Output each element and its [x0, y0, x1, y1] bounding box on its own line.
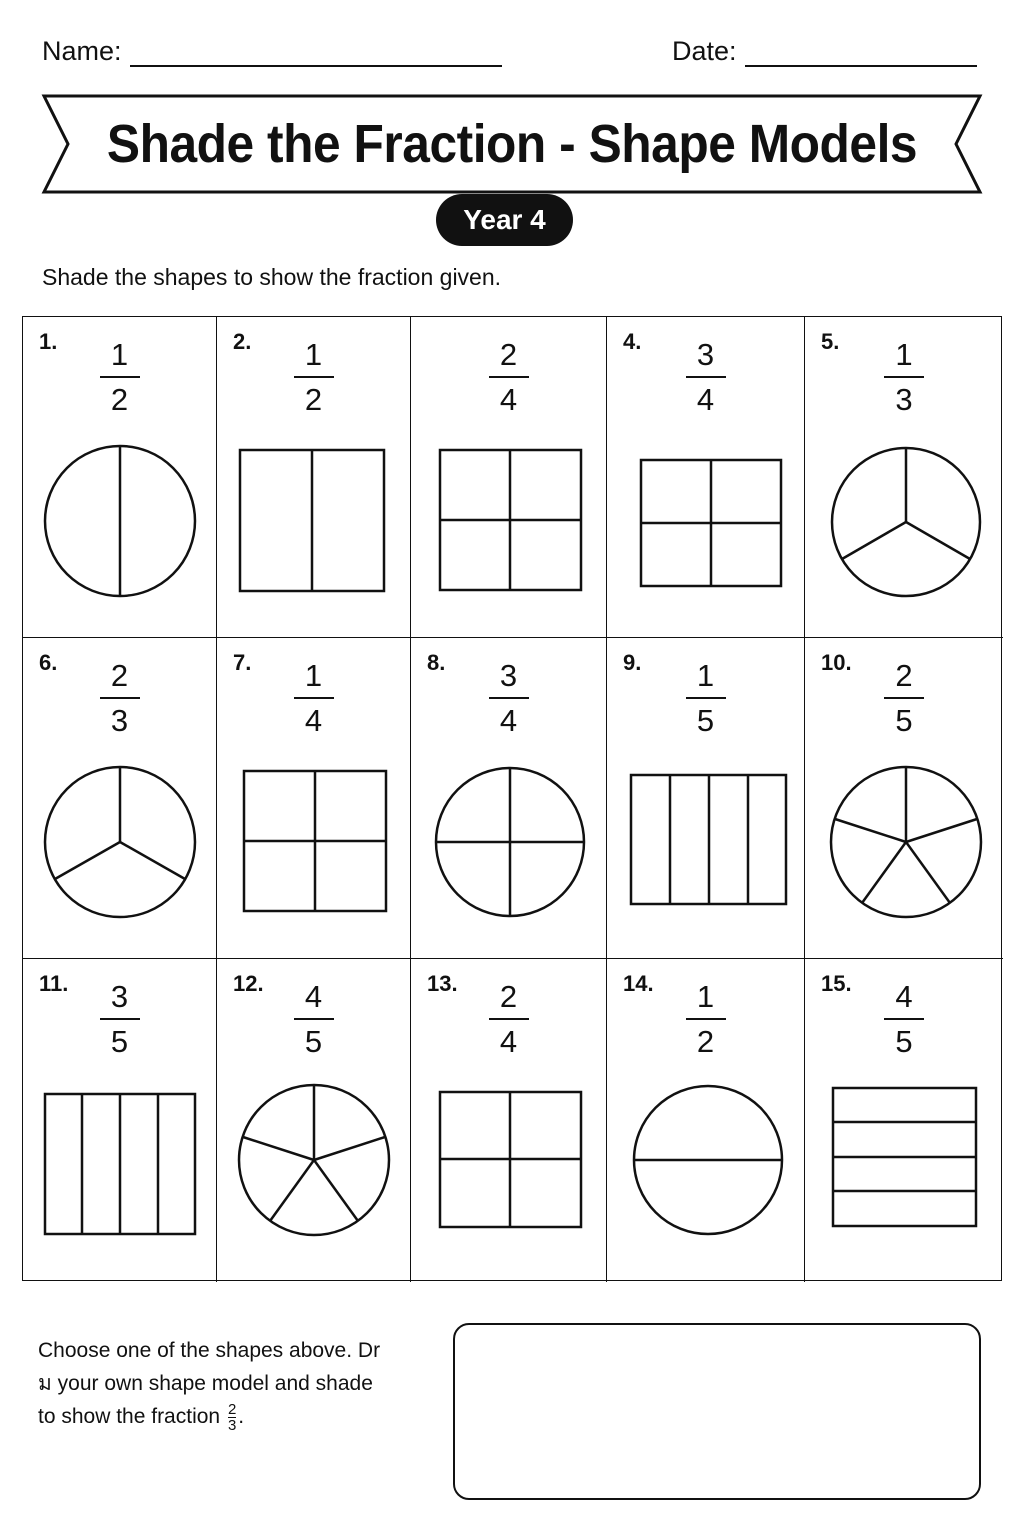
problem-cell [607, 959, 805, 1282]
denominator: 5 [110, 1023, 129, 1059]
problem-cell [217, 959, 411, 1282]
circle-halves-shape[interactable] [607, 959, 805, 1282]
problem-cell [217, 317, 411, 638]
problem-cell [607, 638, 805, 959]
numerator: 4 [895, 979, 913, 1014]
numerator: 1 [304, 658, 323, 693]
instructions: Shade the shapes to show the fraction given. [42, 264, 502, 290]
circle-thirds-shape[interactable] [805, 317, 1003, 638]
rectangle-quarters-shape[interactable] [217, 638, 411, 959]
title-banner [40, 92, 984, 196]
circle-fifths-shape[interactable] [217, 959, 411, 1282]
bonus-numerator: 2 [227, 1400, 237, 1418]
numerator: 2 [499, 337, 518, 372]
problem-number: 5. [821, 329, 840, 354]
rectangle-quarters-shape[interactable] [607, 317, 805, 638]
numerator: 3 [110, 979, 129, 1014]
numerator: 3 [696, 337, 715, 372]
bonus-denominator: 3 [227, 1416, 237, 1434]
numerator: 1 [696, 658, 715, 693]
bonus-period: . [238, 1405, 245, 1428]
bonus-line-2: ม your own shape model and shade [38, 1372, 373, 1395]
problem-cell [23, 638, 217, 959]
denominator: 4 [304, 702, 323, 738]
denominator: 3 [110, 702, 129, 738]
problem-number: 7. [233, 650, 252, 675]
date-answer-line[interactable] [745, 41, 977, 67]
numerator: 4 [304, 979, 323, 1014]
denominator: 4 [499, 702, 518, 738]
denominator: 3 [895, 381, 913, 417]
numerator: 1 [696, 979, 715, 1014]
denominator: 4 [696, 381, 715, 417]
problem-cell [805, 317, 1003, 638]
problem-grid [22, 316, 1002, 1281]
denominator: 4 [499, 1023, 518, 1059]
denominator: 2 [304, 381, 323, 417]
date-field [672, 36, 977, 67]
denominator: 5 [895, 702, 913, 738]
problem-number: 4. [623, 329, 642, 354]
numerator: 1 [304, 337, 323, 372]
drawing-answer-box[interactable] [453, 1323, 981, 1500]
bonus-line-1: Choose one of the shapes above. Dr [38, 1339, 381, 1362]
year-badge: Year 4 [436, 194, 573, 246]
rectangle-rows-shape[interactable] [805, 959, 1003, 1282]
name-field [42, 36, 502, 67]
problem-number: 11. [39, 971, 69, 996]
problem-number: 1. [39, 329, 58, 354]
problem-number: 15. [821, 971, 852, 996]
circle-thirds-shape[interactable] [23, 638, 217, 959]
problem-number: 10. [821, 650, 852, 675]
denominator: 2 [696, 1023, 715, 1059]
denominator: 4 [499, 381, 518, 417]
problem-cell [805, 638, 1003, 959]
circle-quarters-shape[interactable] [411, 638, 607, 959]
problem-cell [23, 959, 217, 1282]
name-answer-line[interactable] [130, 41, 502, 67]
rectangle-quarters-shape[interactable] [411, 317, 607, 638]
circle-halves-shape[interactable] [23, 317, 217, 638]
rectangle-halves-shape[interactable] [217, 317, 411, 638]
denominator: 5 [895, 1023, 913, 1059]
problem-number: 13. [427, 971, 458, 996]
denominator: 5 [696, 702, 715, 738]
rectangle-columns-shape[interactable] [607, 638, 805, 959]
denominator: 5 [304, 1023, 323, 1059]
bonus-fraction [228, 1402, 236, 1433]
name-label: Name: [42, 36, 122, 66]
numerator: 3 [499, 658, 518, 693]
problem-number: 6. [39, 650, 58, 675]
bonus-task-text [38, 1334, 428, 1433]
rectangle-quarters-shape[interactable] [411, 959, 607, 1282]
numerator: 1 [895, 337, 913, 372]
numerator: 2 [110, 658, 129, 693]
problem-cell [23, 317, 217, 638]
circle-fifths-shape[interactable] [805, 638, 1003, 959]
numerator: 2 [499, 979, 518, 1014]
rectangle-columns-shape[interactable] [23, 959, 217, 1282]
problem-cell [411, 959, 607, 1282]
problem-number: 8. [427, 650, 446, 675]
problem-cell [411, 638, 607, 959]
numerator: 2 [895, 658, 913, 693]
date-label: Date: [672, 36, 737, 66]
problem-number: 14. [623, 971, 654, 996]
page-title: Shade the Fraction - Shape Models [106, 114, 918, 174]
problem-cell [411, 317, 607, 638]
problem-number: 2. [233, 329, 252, 354]
denominator: 2 [110, 381, 129, 417]
problem-cell [805, 959, 1003, 1282]
bonus-line-3-text: to show the fraction [38, 1405, 221, 1428]
problem-number: 12. [233, 971, 264, 996]
problem-cell [217, 638, 411, 959]
problem-number: 9. [623, 650, 642, 675]
problem-cell [607, 317, 805, 638]
bonus-line-3 [38, 1400, 428, 1433]
numerator: 1 [110, 337, 129, 372]
